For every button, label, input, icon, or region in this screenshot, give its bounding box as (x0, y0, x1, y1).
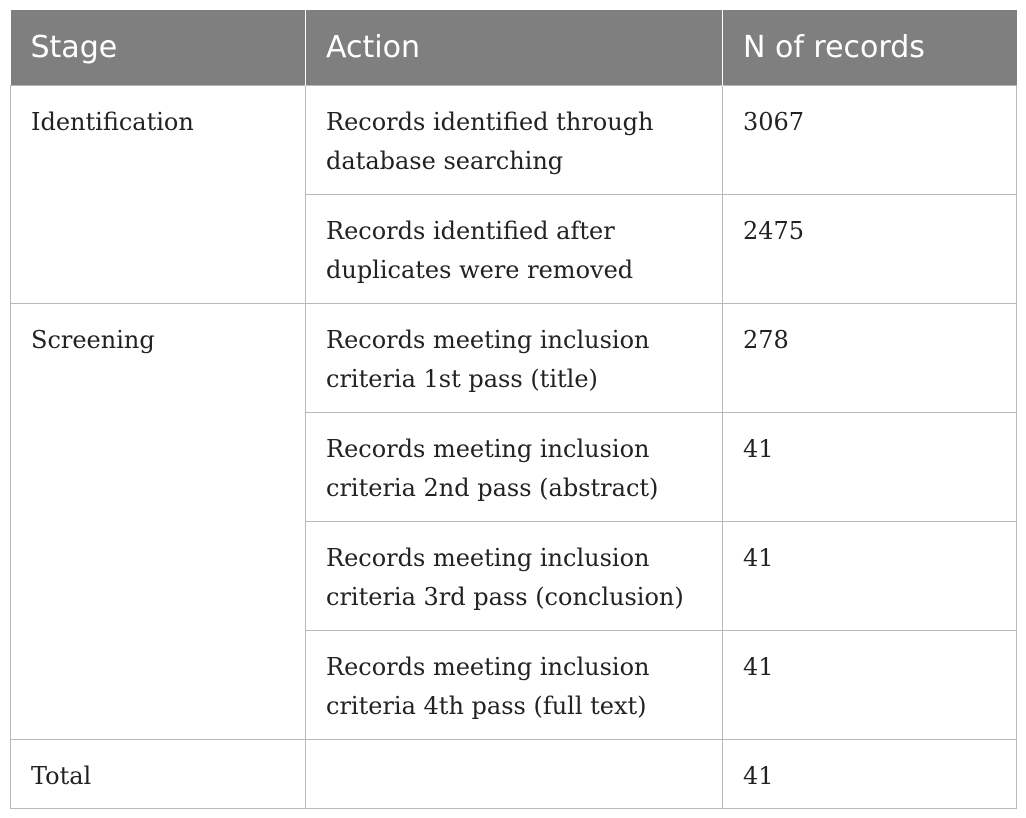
action-line: Records meeting inclusion (326, 434, 650, 463)
action-line: Records meeting inclusion (326, 325, 650, 354)
action-line: criteria 2nd pass (abstract) (326, 473, 659, 502)
action-line: Records meeting inclusion (326, 652, 650, 681)
table-body (11, 85, 1017, 808)
action-cell (306, 85, 723, 194)
header-n-of-records: N of records (723, 10, 1017, 85)
n-records-cell: 41 (723, 630, 1017, 739)
stage-cell: Total (11, 739, 306, 808)
action-cell (306, 521, 723, 630)
action-cell (306, 194, 723, 303)
action-cell (306, 630, 723, 739)
action-line: Records identified through (326, 107, 654, 136)
action-cell (306, 303, 723, 412)
action-cell (306, 739, 723, 808)
action-line: criteria 4th pass (full text) (326, 691, 647, 720)
total-row (11, 739, 1017, 808)
stage-cell: Screening (11, 303, 306, 739)
table-header (11, 10, 1017, 85)
table-row (11, 303, 1017, 412)
action-line: criteria 1st pass (title) (326, 364, 598, 393)
header-row (11, 10, 1017, 85)
action-line: database searching (326, 146, 564, 175)
n-records-cell: 41 (723, 412, 1017, 521)
action-line: criteria 3rd pass (conclusion) (326, 582, 684, 611)
table-row (11, 85, 1017, 194)
action-line: duplicates were removed (326, 255, 634, 284)
n-records-cell: 2475 (723, 194, 1017, 303)
header-stage: Stage (11, 10, 306, 85)
action-line: Records identified after (326, 216, 615, 245)
stage-cell: Identification (11, 85, 306, 303)
records-table (10, 10, 1017, 809)
n-records-cell: 3067 (723, 85, 1017, 194)
header-action: Action (306, 10, 723, 85)
action-cell (306, 412, 723, 521)
action-line: Records meeting inclusion (326, 543, 650, 572)
n-records-cell: 41 (723, 739, 1017, 808)
n-records-cell: 278 (723, 303, 1017, 412)
n-records-cell: 41 (723, 521, 1017, 630)
